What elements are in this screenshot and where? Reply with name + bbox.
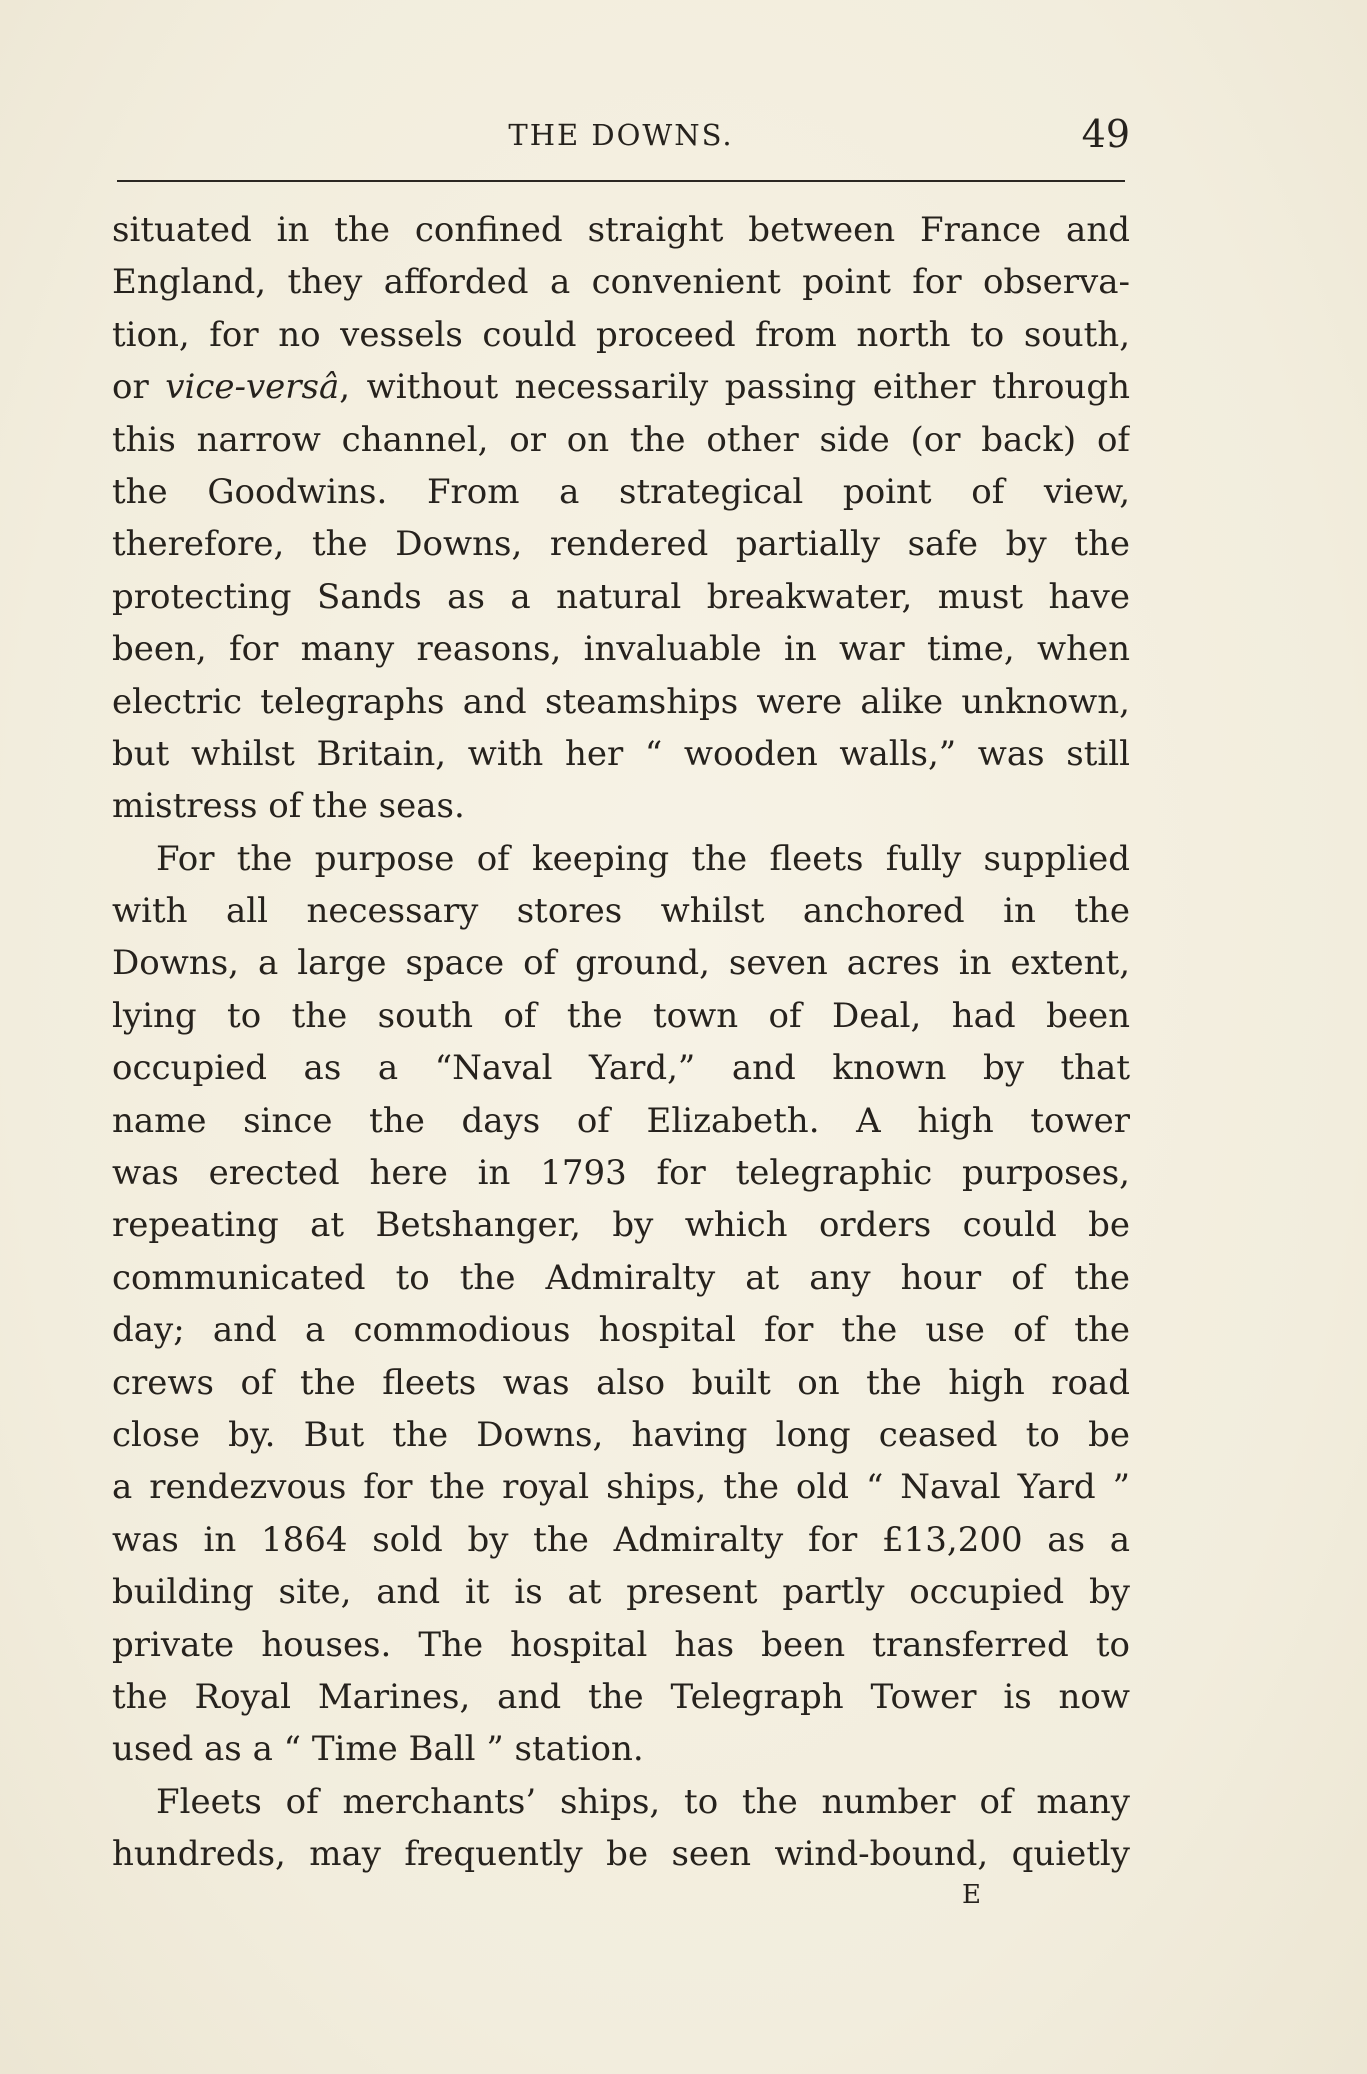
text-line: hundreds, may frequently be seen wind-bound, quietly [112, 1834, 1130, 1875]
text-line: Downs, a large space of ground, seven acres in extent, [112, 943, 1130, 984]
text-line: but whilst Britain, with her “ wooden walls,” was still [112, 733, 1130, 774]
running-header [112, 112, 1130, 164]
text-line: occupied as a “Naval Yard,” and known by that [112, 1048, 1130, 1089]
text-line: close by. But the Downs, having long ceased to be [112, 1414, 1130, 1455]
text-line: been, for many reasons, invaluable in war time, when [112, 629, 1130, 670]
text-line: private houses. The hospital has been transferred to [112, 1624, 1130, 1665]
text-line: communicated to the Admiralty at any hour of the [112, 1257, 1130, 1298]
text-line: therefore, the Downs, rendered partially safe by the [112, 524, 1130, 565]
text-line: day; and a commodious hospital for the use of the [112, 1310, 1130, 1351]
text-line: repeating at Betshanger, by which orders could be [112, 1205, 1130, 1246]
text-line: building site, and it is at present partly occupied by [112, 1572, 1130, 1613]
text-line: mistress of the seas. [112, 786, 465, 827]
text-line: the Royal Marines, and the Telegraph Tower is now [112, 1676, 1130, 1717]
italic-phrase: vice-versâ [165, 367, 340, 408]
text-line: was erected here in 1793 for telegraphic purposes, [112, 1153, 1130, 1194]
text-line: lying to the south of the town of Deal, had been [112, 995, 1130, 1036]
header-rule [117, 180, 1125, 182]
text-line: Fleets of merchants’ ships, to the number of many [156, 1781, 1130, 1822]
text-line: a rendezvous for the royal ships, the old “ Naval Yard ” [112, 1467, 1130, 1508]
text-line: name since the days of Elizabeth. A high tower [112, 1100, 1130, 1141]
text-line: protecting Sands as a natural breakwater, must have [112, 576, 1130, 617]
text-line: this narrow channel, or on the other side (or back) of [112, 419, 1130, 460]
signature-mark: E [962, 1880, 982, 1910]
body-text [112, 204, 1130, 1881]
text-line: or vice-versâ, without necessarily passing either through [112, 367, 1130, 408]
text-line: the Goodwins. From a strategical point of view, [112, 471, 1130, 512]
text-line: used as a “ Time Ball ” station. [112, 1729, 644, 1770]
text-line: electric telegraphs and steamships were alike unknown, [112, 681, 1130, 722]
text-line: tion, for no vessels could proceed from north to south, [112, 314, 1130, 355]
text-line: England, they afforded a convenient point for observa- [112, 262, 1130, 303]
text-line: with all necessary stores whilst anchored in the [112, 891, 1130, 932]
running-title: THE DOWNS. [508, 118, 734, 152]
text-line: situated in the confined straight between France and [112, 210, 1130, 250]
text-line: was in 1864 sold by the Admiralty for £13,200 as a [112, 1519, 1130, 1560]
text-line: For the purpose of keeping the fleets fully supplied [156, 838, 1130, 879]
page-number: 49 [1081, 112, 1130, 156]
text-line: crews of the fleets was also built on the high road [112, 1362, 1130, 1403]
